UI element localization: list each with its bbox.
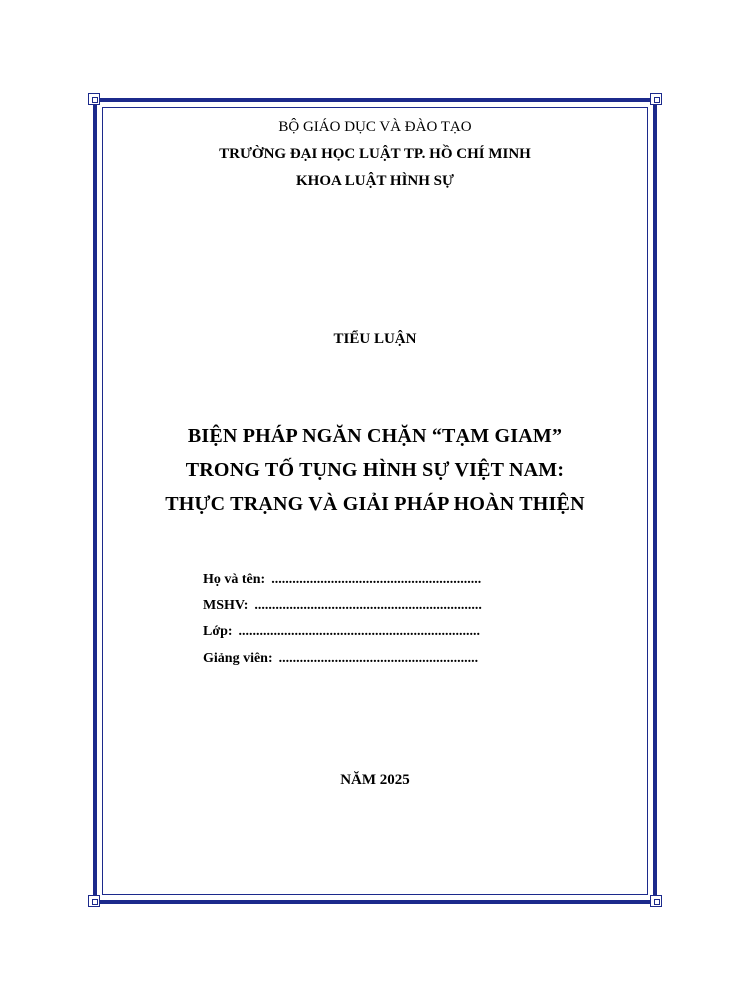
title-line-3: THỰC TRẠNG VÀ GIẢI PHÁP HOÀN THIỆN xyxy=(165,493,585,515)
faculty-name: KHOA LUẬT HÌNH SỰ xyxy=(296,173,454,189)
info-row-student-id xyxy=(203,598,482,614)
info-label-lecturer: Giảng viên: xyxy=(203,651,273,666)
title-line-1: BIỆN PHÁP NGĂN CHẶN “TẠM GIAM” xyxy=(187,425,563,447)
info-row-class xyxy=(203,624,480,640)
info-value-class: ..................................................................... xyxy=(238,624,481,639)
border-corner-top-right xyxy=(650,93,662,105)
info-label-class: Lớp: xyxy=(203,624,233,639)
info-label-student-id: MSHV: xyxy=(203,598,249,613)
info-value-student-id: ................................................................. xyxy=(254,598,482,613)
border-corner-bottom-right xyxy=(650,895,662,907)
info-row-name xyxy=(203,572,481,588)
title-line-2: TRONG TỐ TỤNG HÌNH SỰ VIỆT NAM: xyxy=(185,459,565,481)
info-value-lecturer: ......................................................... xyxy=(278,651,479,666)
info-label-name: Họ và tên: xyxy=(203,572,266,587)
university-name: TRƯỜNG ĐẠI HỌC LUẬT TP. HỒ CHÍ MINH xyxy=(219,146,531,162)
document-type: TIỂU LUẬN xyxy=(333,331,417,347)
ministry-name: BỘ GIÁO DỤC VÀ ĐÀO TẠO xyxy=(278,119,472,135)
border-corner-bottom-left xyxy=(88,895,100,907)
info-row-lecturer xyxy=(203,651,478,667)
year-label: NĂM 2025 xyxy=(340,772,410,788)
border-corner-top-left xyxy=(88,93,100,105)
info-value-name: ............................................................ xyxy=(271,572,482,587)
